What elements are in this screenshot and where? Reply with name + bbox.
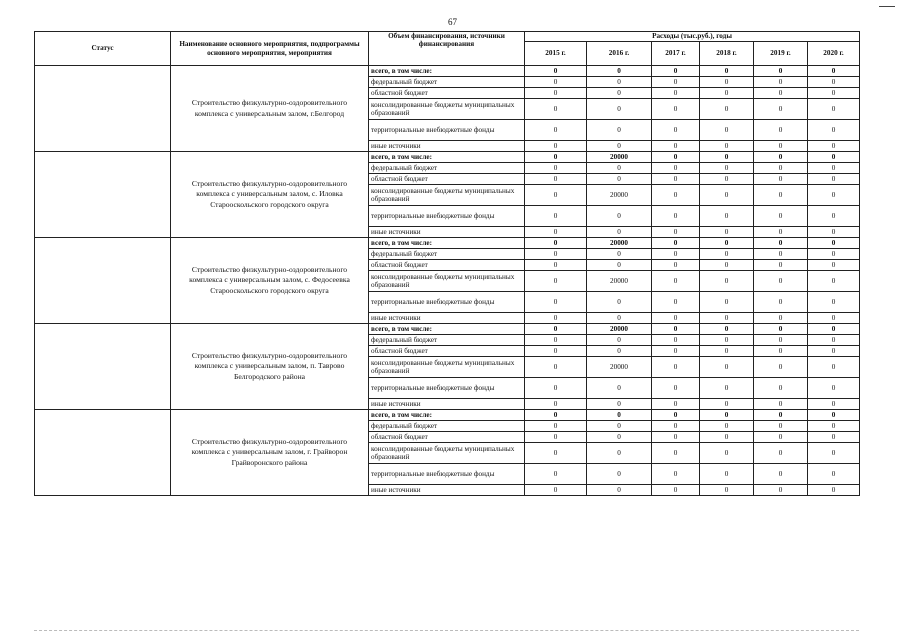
funding-source: федеральный бюджет <box>369 335 525 346</box>
funding-source: территориальные внебюджетные фонды <box>369 120 525 141</box>
amount-cell: 0 <box>700 399 754 410</box>
amount-cell: 0 <box>808 443 860 464</box>
amount-cell: 0 <box>652 292 700 313</box>
status-cell <box>35 66 171 152</box>
amount-cell: 0 <box>652 206 700 227</box>
amount-cell: 0 <box>525 120 587 141</box>
amount-cell: 0 <box>700 378 754 399</box>
amount-cell: 0 <box>754 88 808 99</box>
amount-cell: 0 <box>652 238 700 249</box>
amount-cell: 0 <box>754 163 808 174</box>
table-row <box>35 324 860 335</box>
amount-cell: 0 <box>754 335 808 346</box>
amount-cell: 0 <box>754 346 808 357</box>
amount-cell: 0 <box>587 485 652 496</box>
amount-cell: 0 <box>587 141 652 152</box>
amount-cell: 0 <box>808 206 860 227</box>
amount-cell: 0 <box>587 120 652 141</box>
amount-cell: 0 <box>808 485 860 496</box>
table-body <box>35 66 860 496</box>
amount-cell: 0 <box>808 432 860 443</box>
amount-cell: 0 <box>587 249 652 260</box>
amount-cell: 0 <box>652 271 700 292</box>
amount-cell: 0 <box>700 421 754 432</box>
amount-cell: 0 <box>700 185 754 206</box>
amount-cell: 0 <box>700 66 754 77</box>
amount-cell: 0 <box>587 399 652 410</box>
table-row <box>35 238 860 249</box>
amount-cell: 0 <box>754 152 808 163</box>
amount-cell: 0 <box>700 249 754 260</box>
amount-cell: 0 <box>700 260 754 271</box>
amount-cell: 0 <box>808 271 860 292</box>
funding-source: федеральный бюджет <box>369 77 525 88</box>
amount-cell: 0 <box>700 141 754 152</box>
amount-cell: 0 <box>754 292 808 313</box>
amount-cell: 0 <box>587 99 652 120</box>
header-year: 2018 г. <box>700 42 754 66</box>
amount-cell: 0 <box>652 432 700 443</box>
activity-name: Строительство физкультурно-оздоровительного комплекса с универсальным залом, г. Грайворон Грайворонского района <box>171 410 369 496</box>
amount-cell: 0 <box>652 378 700 399</box>
status-cell <box>35 410 171 496</box>
amount-cell: 0 <box>700 174 754 185</box>
funding-source: федеральный бюджет <box>369 421 525 432</box>
funding-source: консолидированные бюджеты муниципальных образований <box>369 443 525 464</box>
table-row <box>35 410 860 421</box>
amount-cell: 0 <box>587 421 652 432</box>
amount-cell: 0 <box>754 443 808 464</box>
amount-cell: 0 <box>808 346 860 357</box>
amount-cell: 0 <box>525 313 587 324</box>
funding-source: всего, в том числе: <box>369 238 525 249</box>
amount-cell: 0 <box>754 141 808 152</box>
funding-source: территориальные внебюджетные фонды <box>369 378 525 399</box>
funding-source: областной бюджет <box>369 174 525 185</box>
footer-divider <box>34 630 859 632</box>
amount-cell: 0 <box>652 357 700 378</box>
funding-source: иные источники <box>369 141 525 152</box>
amount-cell: 0 <box>700 485 754 496</box>
amount-cell: 0 <box>808 66 860 77</box>
activity-name: Строительство физкультурно-оздоровительного комплекса с универсальным залом, г.Белгород <box>171 66 369 152</box>
status-cell <box>35 152 171 238</box>
amount-cell: 0 <box>754 227 808 238</box>
amount-cell: 0 <box>754 432 808 443</box>
amount-cell: 0 <box>808 174 860 185</box>
amount-cell: 0 <box>652 464 700 485</box>
amount-cell: 0 <box>700 88 754 99</box>
amount-cell: 0 <box>587 260 652 271</box>
amount-cell: 0 <box>652 249 700 260</box>
page-number: 67 <box>448 17 457 27</box>
status-cell <box>35 238 171 324</box>
amount-cell: 0 <box>525 77 587 88</box>
amount-cell: 0 <box>525 432 587 443</box>
amount-cell: 0 <box>700 206 754 227</box>
amount-cell: 0 <box>587 206 652 227</box>
funding-source: консолидированные бюджеты муниципальных образований <box>369 271 525 292</box>
activity-name: Строительство физкультурно-оздоровительного комплекса с универсальным залом, п. Таврово Белгородского района <box>171 324 369 410</box>
amount-cell: 0 <box>525 410 587 421</box>
amount-cell: 0 <box>754 249 808 260</box>
funding-source: иные источники <box>369 485 525 496</box>
amount-cell: 0 <box>808 335 860 346</box>
amount-cell: 0 <box>652 163 700 174</box>
amount-cell: 0 <box>754 260 808 271</box>
amount-cell: 0 <box>754 324 808 335</box>
amount-cell: 0 <box>808 324 860 335</box>
funding-source: федеральный бюджет <box>369 249 525 260</box>
amount-cell: 0 <box>525 485 587 496</box>
amount-cell: 0 <box>754 485 808 496</box>
amount-cell: 0 <box>525 292 587 313</box>
amount-cell: 0 <box>525 378 587 399</box>
amount-cell: 0 <box>525 66 587 77</box>
amount-cell: 0 <box>754 399 808 410</box>
amount-cell: 0 <box>808 163 860 174</box>
amount-cell: 0 <box>700 227 754 238</box>
table-row <box>35 66 860 77</box>
amount-cell: 0 <box>808 185 860 206</box>
amount-cell: 0 <box>700 335 754 346</box>
amount-cell: 0 <box>525 335 587 346</box>
funding-source: областной бюджет <box>369 88 525 99</box>
amount-cell: 0 <box>808 378 860 399</box>
amount-cell: 0 <box>587 66 652 77</box>
amount-cell: 0 <box>808 249 860 260</box>
funding-source: консолидированные бюджеты муниципальных образований <box>369 185 525 206</box>
funding-source: всего, в том числе: <box>369 410 525 421</box>
table-row <box>35 152 860 163</box>
funding-source: областной бюджет <box>369 346 525 357</box>
amount-cell: 0 <box>700 410 754 421</box>
amount-cell: 0 <box>700 238 754 249</box>
amount-cell: 0 <box>587 378 652 399</box>
funding-source: территориальные внебюджетные фонды <box>369 292 525 313</box>
amount-cell: 0 <box>808 292 860 313</box>
amount-cell: 0 <box>587 77 652 88</box>
amount-cell: 0 <box>808 357 860 378</box>
amount-cell: 0 <box>652 99 700 120</box>
funding-source: иные источники <box>369 227 525 238</box>
amount-cell: 0 <box>700 163 754 174</box>
header-year: 2019 г. <box>754 42 808 66</box>
amount-cell: 0 <box>652 174 700 185</box>
amount-cell: 0 <box>525 152 587 163</box>
amount-cell: 0 <box>808 152 860 163</box>
amount-cell: 0 <box>587 410 652 421</box>
funding-source: всего, в том числе: <box>369 66 525 77</box>
amount-cell: 0 <box>808 464 860 485</box>
amount-cell: 0 <box>525 227 587 238</box>
amount-cell: 0 <box>587 163 652 174</box>
activity-name: Строительство физкультурно-оздоровительного комплекса с универсальным залом, с. Иловка Старооскольского городского округа <box>171 152 369 238</box>
amount-cell: 0 <box>525 271 587 292</box>
amount-cell: 0 <box>700 152 754 163</box>
amount-cell: 0 <box>754 421 808 432</box>
amount-cell: 0 <box>525 249 587 260</box>
amount-cell: 0 <box>525 238 587 249</box>
amount-cell: 0 <box>808 99 860 120</box>
amount-cell: 0 <box>754 185 808 206</box>
funding-source: всего, в том числе: <box>369 152 525 163</box>
amount-cell: 0 <box>754 238 808 249</box>
amount-cell: 0 <box>652 66 700 77</box>
amount-cell: 0 <box>754 77 808 88</box>
amount-cell: 0 <box>700 346 754 357</box>
amount-cell: 0 <box>525 260 587 271</box>
amount-cell: 0 <box>700 443 754 464</box>
funding-source: консолидированные бюджеты муниципальных образований <box>369 357 525 378</box>
amount-cell: 0 <box>652 443 700 464</box>
amount-cell: 0 <box>700 292 754 313</box>
funding-source: федеральный бюджет <box>369 163 525 174</box>
amount-cell: 0 <box>525 141 587 152</box>
amount-cell: 0 <box>652 421 700 432</box>
amount-cell: 0 <box>700 432 754 443</box>
amount-cell: 0 <box>808 88 860 99</box>
header-activity-name: Наименование основного мероприятия, подпрограммы основного мероприятия, мероприятия <box>171 32 369 66</box>
amount-cell: 0 <box>808 120 860 141</box>
amount-cell: 0 <box>700 313 754 324</box>
amount-cell: 0 <box>525 324 587 335</box>
amount-cell: 0 <box>808 141 860 152</box>
amount-cell: 0 <box>525 346 587 357</box>
amount-cell: 0 <box>652 77 700 88</box>
amount-cell: 0 <box>587 227 652 238</box>
amount-cell: 0 <box>754 378 808 399</box>
header-year: 2017 г. <box>652 42 700 66</box>
funding-source: областной бюджет <box>369 432 525 443</box>
status-cell <box>35 324 171 410</box>
amount-cell: 0 <box>754 99 808 120</box>
header-expenses: Расходы (тыс.руб.), годы <box>525 32 860 42</box>
activity-name: Строительство физкультурно-оздоровительного комплекса с универсальным залом, с. Федосеевка Старооскольского городского округа <box>171 238 369 324</box>
funding-table <box>34 31 860 496</box>
amount-cell: 0 <box>587 432 652 443</box>
amount-cell: 0 <box>525 185 587 206</box>
amount-cell: 0 <box>754 357 808 378</box>
amount-cell: 0 <box>754 120 808 141</box>
amount-cell: 0 <box>652 120 700 141</box>
amount-cell: 0 <box>525 399 587 410</box>
amount-cell: 0 <box>652 335 700 346</box>
amount-cell: 0 <box>525 206 587 227</box>
amount-cell: 0 <box>754 206 808 227</box>
amount-cell: 0 <box>587 464 652 485</box>
header-year: 2020 г. <box>808 42 860 66</box>
amount-cell: 0 <box>754 271 808 292</box>
amount-cell: 0 <box>652 227 700 238</box>
funding-source: областной бюджет <box>369 260 525 271</box>
amount-cell: 0 <box>754 313 808 324</box>
amount-cell: 0 <box>587 346 652 357</box>
amount-cell: 0 <box>700 99 754 120</box>
amount-cell: 0 <box>808 77 860 88</box>
amount-cell: 0 <box>652 260 700 271</box>
amount-cell: 0 <box>652 141 700 152</box>
amount-cell: 0 <box>652 324 700 335</box>
amount-cell: 0 <box>652 485 700 496</box>
amount-cell: 0 <box>587 335 652 346</box>
amount-cell: 0 <box>525 99 587 120</box>
amount-cell: 0 <box>808 313 860 324</box>
amount-cell: 0 <box>525 174 587 185</box>
amount-cell: 0 <box>525 443 587 464</box>
amount-cell: 0 <box>808 399 860 410</box>
corner-mark <box>879 6 895 7</box>
amount-cell: 0 <box>754 66 808 77</box>
header-status: Статус <box>35 32 171 66</box>
amount-cell: 0 <box>808 421 860 432</box>
header-funding: Объем финансирования, источники финансирования <box>369 32 525 66</box>
amount-cell: 0 <box>754 410 808 421</box>
amount-cell: 0 <box>652 88 700 99</box>
amount-cell: 0 <box>525 163 587 174</box>
amount-cell: 0 <box>652 399 700 410</box>
amount-cell: 0 <box>587 88 652 99</box>
amount-cell: 20000 <box>587 238 652 249</box>
amount-cell: 0 <box>700 464 754 485</box>
amount-cell: 20000 <box>587 185 652 206</box>
amount-cell: 0 <box>700 357 754 378</box>
amount-cell: 0 <box>587 313 652 324</box>
amount-cell: 0 <box>808 410 860 421</box>
header-year: 2016 г. <box>587 42 652 66</box>
amount-cell: 0 <box>652 185 700 206</box>
funding-source: консолидированные бюджеты муниципальных образований <box>369 99 525 120</box>
amount-cell: 20000 <box>587 324 652 335</box>
amount-cell: 0 <box>808 238 860 249</box>
amount-cell: 0 <box>700 271 754 292</box>
amount-cell: 0 <box>587 443 652 464</box>
funding-source: территориальные внебюджетные фонды <box>369 464 525 485</box>
amount-cell: 0 <box>700 324 754 335</box>
amount-cell: 20000 <box>587 152 652 163</box>
amount-cell: 0 <box>652 346 700 357</box>
amount-cell: 0 <box>587 174 652 185</box>
funding-source: иные источники <box>369 399 525 410</box>
amount-cell: 0 <box>700 120 754 141</box>
funding-source: иные источники <box>369 313 525 324</box>
amount-cell: 0 <box>525 421 587 432</box>
amount-cell: 0 <box>525 357 587 378</box>
amount-cell: 0 <box>754 174 808 185</box>
amount-cell: 20000 <box>587 357 652 378</box>
header-year: 2015 г. <box>525 42 587 66</box>
funding-source: территориальные внебюджетные фонды <box>369 206 525 227</box>
amount-cell: 0 <box>587 292 652 313</box>
amount-cell: 0 <box>808 260 860 271</box>
amount-cell: 0 <box>525 464 587 485</box>
amount-cell: 0 <box>652 313 700 324</box>
amount-cell: 0 <box>808 227 860 238</box>
amount-cell: 0 <box>652 410 700 421</box>
amount-cell: 0 <box>700 77 754 88</box>
table-header <box>35 32 860 66</box>
amount-cell: 0 <box>652 152 700 163</box>
amount-cell: 0 <box>754 464 808 485</box>
amount-cell: 20000 <box>587 271 652 292</box>
amount-cell: 0 <box>525 88 587 99</box>
funding-source: всего, в том числе: <box>369 324 525 335</box>
